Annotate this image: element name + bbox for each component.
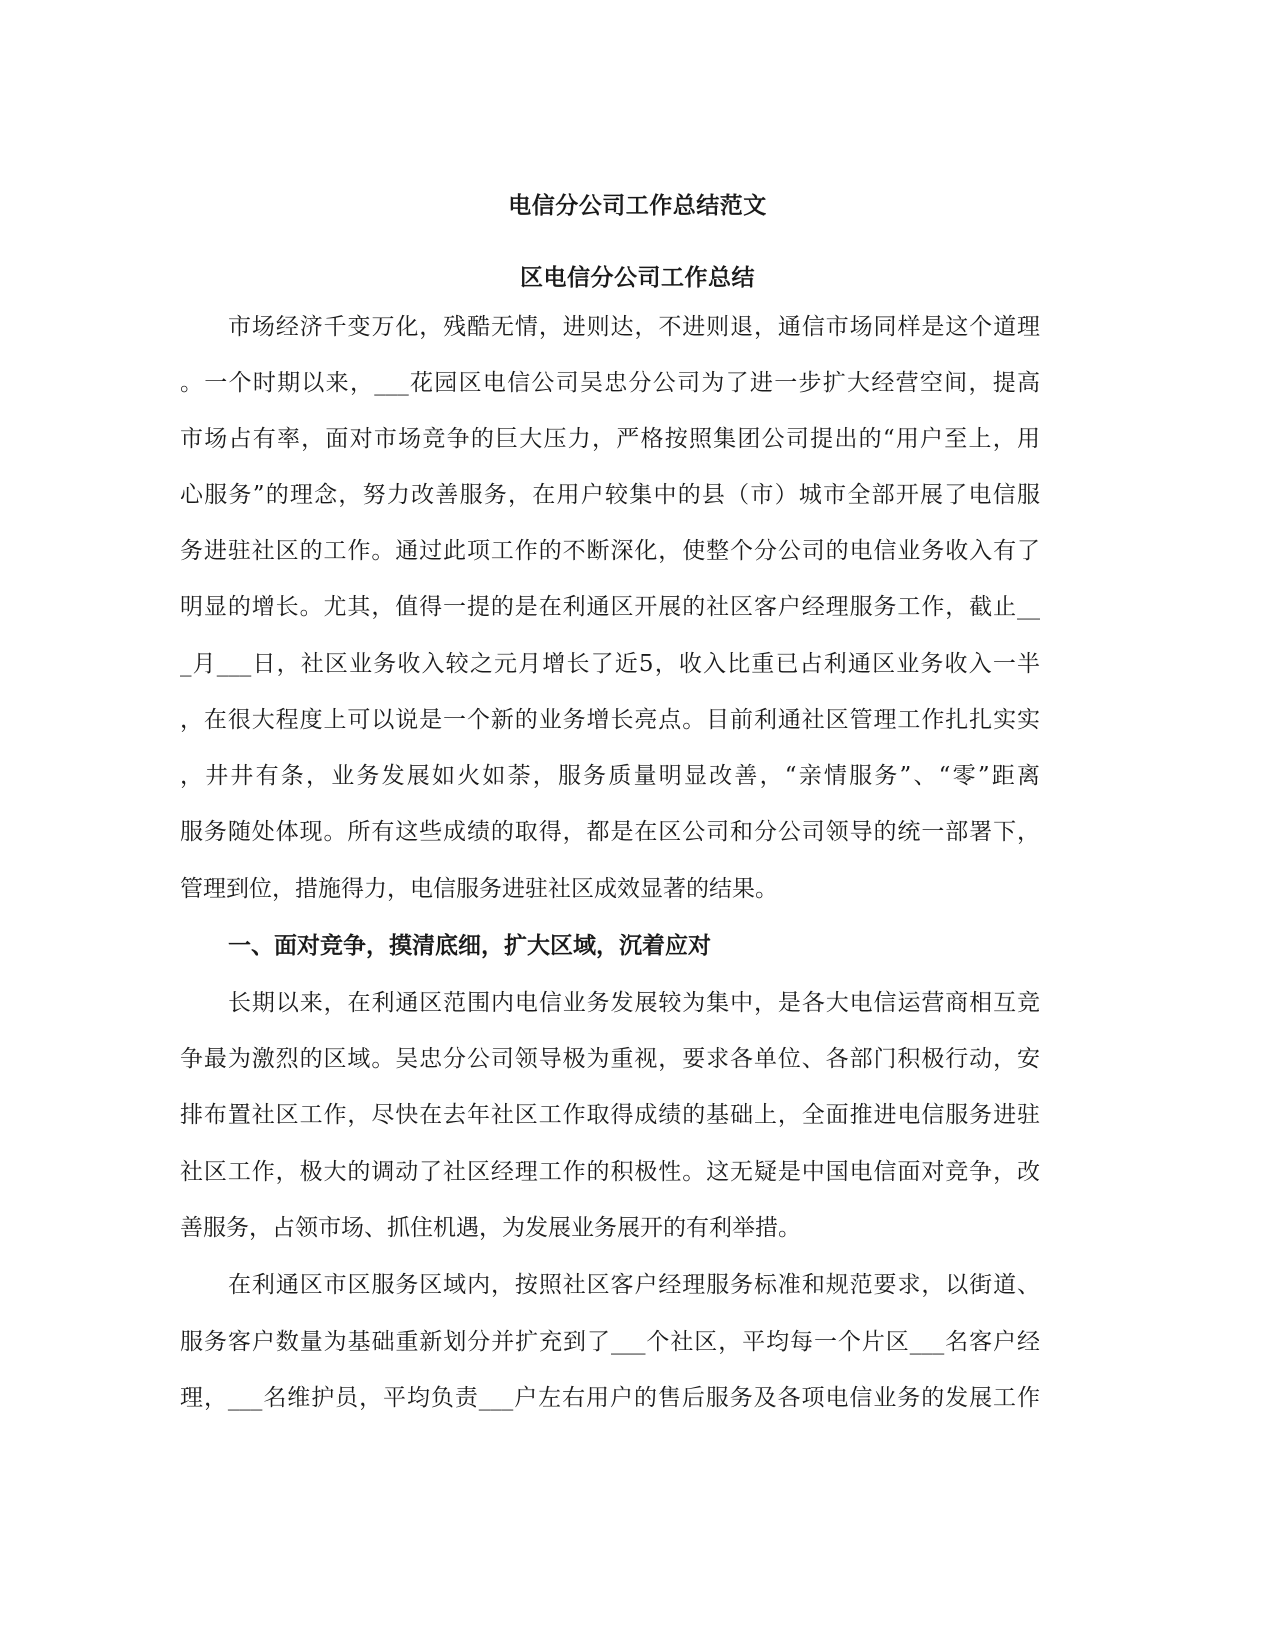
paragraph-line: 市场经济千变万化，残酷无情，进则达，不进则退，通信市场同样是这个道理 <box>228 314 1040 340</box>
paragraph-line: 争最为激烈的区域。吴忠分公司领导极为重视，要求各单位、各部门积极行动，安 <box>180 1046 1040 1072</box>
paragraph-line: 务进驻社区的工作。通过此项工作的不断深化，使整个分公司的电信业务收入有了 <box>180 538 1040 564</box>
paragraph-line: _月___日，社区业务收入较之元月增长了近5，收入比重已占利通区业务收入一半 <box>180 651 1040 677</box>
paragraph-line: ，井井有条，业务发展如火如荼，服务质量明显改善，“亲情服务”、“零”距离 <box>180 763 1040 789</box>
document-title: 电信分公司工作总结范文 <box>508 193 767 219</box>
paragraph-line: 排布置社区工作，尽快在去年社区工作取得成绩的基础上，全面推进电信服务进驻 <box>180 1102 1040 1128</box>
paragraph-line: 社区工作，极大的调动了社区经理工作的积极性。这无疑是中国电信面对竞争，改 <box>180 1159 1040 1185</box>
paragraph-line: ，在很大程度上可以说是一个新的业务增长亮点。目前利通社区管理工作扎扎实实 <box>180 707 1040 733</box>
paragraph-line: 服务客户数量为基础重新划分并扩充到了___个社区，平均每一个片区___名客户经 <box>180 1329 1040 1355</box>
paragraph-line: 在利通区市区服务区域内，按照社区客户经理服务标准和规范要求，以街道、 <box>228 1272 1040 1298</box>
paragraph-line: 心服务”的理念，努力改善服务，在用户较集中的县（市）城市全部开展了电信服 <box>180 482 1040 508</box>
paragraph-line: 长期以来，在利通区范围内电信业务发展较为集中，是各大电信运营商相互竞 <box>228 990 1040 1016</box>
paragraph-line: 管理到位，措施得力，电信服务进驻社区成效显著的结果。 <box>180 876 778 902</box>
document-subtitle: 区电信分公司工作总结 <box>520 265 755 291</box>
paragraph-line: 理，___名维护员，平均负责___户左右用户的售后服务及各项电信业务的发展工作 <box>180 1385 1040 1411</box>
paragraph-line: 明显的增长。尤其，值得一提的是在利通区开展的社区客户经理服务工作，截止__ <box>180 594 1040 620</box>
section-heading: 一、面对竞争，摸清底细，扩大区域，沉着应对 <box>228 933 711 959</box>
paragraph-line: 服务随处体现。所有这些成绩的取得，都是在区公司和分公司领导的统一部署下， <box>180 819 1040 845</box>
paragraph-line: 善服务，占领市场、抓住机遇，为发展业务展开的有利举措。 <box>180 1215 801 1241</box>
paragraph-line: 。一个时期以来，___花园区电信公司吴忠分公司为了进一步扩大经营空间，提高 <box>180 370 1040 396</box>
paragraph-line: 市场占有率，面对市场竞争的巨大压力，严格按照集团公司提出的“用户至上，用 <box>180 426 1040 452</box>
